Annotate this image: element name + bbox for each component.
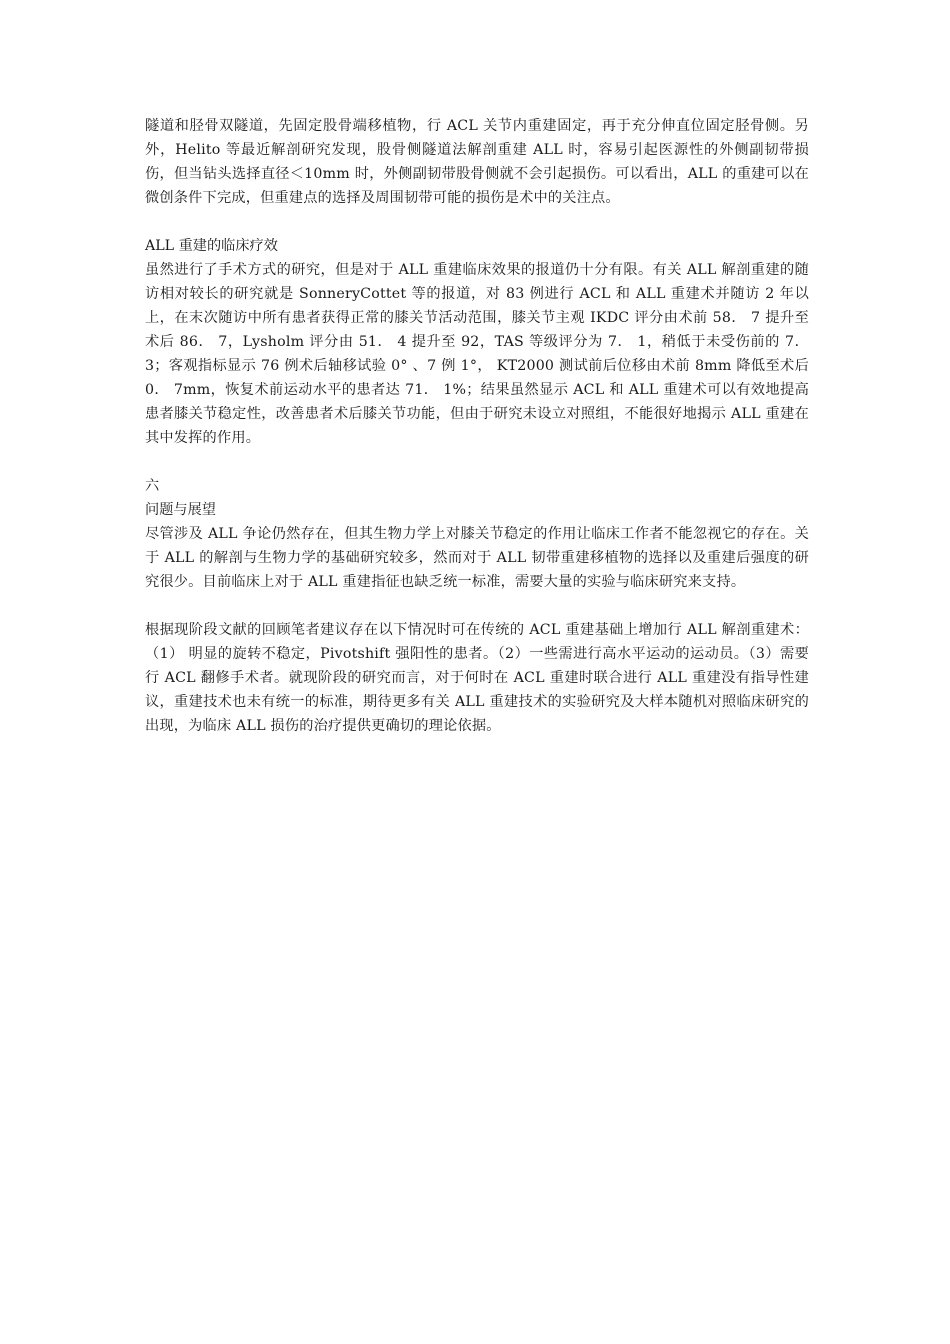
paragraph-issues: 尽管涉及 ALL 争论仍然存在，但其生物力学上对膝关节稳定的作用让临床工作者不能忽视它的存在。关于 ALL 的解剖与生物力学的基础研究较多，然而对于 ALL 韧带重建移植物的选择以及重建后强度的研究很少。目前临床上对于 ALL 重建指征也缺乏统一标准，需要大量的实验与临床研究来支持。 bbox=[145, 526, 809, 590]
section-number: 六 bbox=[145, 478, 160, 494]
heading-clinical-outcomes: ALL 重建的临床疗效 bbox=[145, 238, 278, 254]
spacer bbox=[145, 210, 809, 234]
document-page bbox=[145, 114, 809, 738]
paragraph-clinical-outcomes: 虽然进行了手术方式的研究，但是对于 ALL 重建临床效果的报道仍十分有限。有关 ALL 解剖重建的随访相对较长的研究就是 SonneryCottet 等的报道，对 83 例进行 ACL 和 ALL 重建术并随访 2 年以上，在末次随访中所有患者获得正常的膝关节活动范围，膝关节主观 IKDC 评分由术前 58． 7 提升至术后 86． 7，Lysholm 评分由 51． 4 提升至 92，TAS 等级评分为 7． 1，稍低于未受伤前的 7． 3；客观指标显示 76 例术后轴移试验 0° 、7 例 1°， KT2000 测试前后位移由术前 8mm 降低至术后 0． 7mm，恢复术前运动水平的患者达 71． 1%；结果虽然显示 ACL 和 ALL 重建术可以有效地提高患者膝关节稳定性，改善患者术后膝关节功能，但由于研究未设立对照组，不能很好地揭示 ALL 重建在其中发挥的作用。 bbox=[145, 262, 809, 446]
paragraph-tunnel-technique: 隧道和胫骨双隧道，先固定股骨端移植物，行 ACL 关节内重建固定，再于充分伸直位固定胫骨侧。另外，Helito 等最近解剖研究发现，股骨侧隧道法解剖重建 ALL 时，容易引起医源性的外侧副韧带损伤，但当钻头选择直径＜10mm 时，外侧副韧带股骨侧就不会引起损伤。可以看出，ALL 的重建可以在微创条件下完成，但重建点的选择及周围韧带可能的损伤是术中的关注点。 bbox=[145, 118, 809, 206]
paragraph-recommendations: 根据现阶段文献的回顾笔者建议存在以下情况时可在传统的 ACL 重建基础上增加行 ALL 解剖重建术： （1） 明显的旋转不稳定，Pivotshift 强阳性的患者。（2）一些需进行高水平运动的运动员。（3）需要行 ACL 翻修手术者。就现阶段的研究而言，对于何时在 ACL 重建时联合进行 ALL 重建没有指导性建议，重建技术也未有统一的标准，期待更多有关 ALL 重建技术的实验研究及大样本随机对照临床研究的出现，为临床 ALL 损伤的治疗提供更确切的理论依据。 bbox=[145, 622, 809, 734]
spacer bbox=[145, 450, 809, 474]
spacer bbox=[145, 594, 809, 618]
heading-issues-outlook: 问题与展望 bbox=[145, 502, 216, 518]
